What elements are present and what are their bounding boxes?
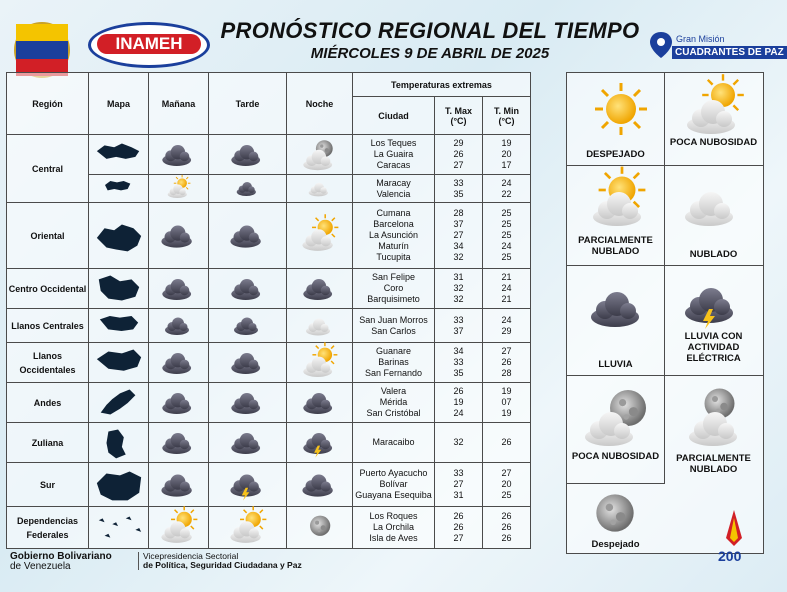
city-list — [353, 175, 435, 203]
region-map-shape — [93, 218, 145, 254]
city-name: Maturín — [378, 241, 409, 251]
forecast-cell — [287, 507, 353, 549]
tmin-value: 26 — [501, 357, 512, 367]
city-name: Caracas — [376, 160, 411, 170]
inameh-logo: INAMEH — [88, 22, 210, 68]
tmin-value: 25 — [501, 490, 512, 500]
tmax-value: 32 — [453, 437, 464, 447]
tmax-value: 26 — [453, 386, 464, 396]
tmax-list — [435, 175, 483, 203]
header-map: Mapa — [89, 73, 149, 135]
tmax-value: 37 — [453, 325, 464, 336]
forecast-cell — [209, 507, 287, 549]
legend-noche-parcialmente-nublado: PARCIALMENTE NUBLADO — [676, 453, 751, 475]
region-name: Zuliana — [7, 423, 89, 463]
tmax-value: 33 — [453, 177, 464, 188]
city-list — [353, 383, 435, 423]
tmin-list — [483, 343, 531, 383]
legend-despejado: DESPEJADO — [586, 149, 645, 160]
tmin-list — [483, 423, 531, 463]
forecast-cell — [287, 343, 353, 383]
region-name: Sur — [7, 463, 89, 507]
rain-cloud-icon — [224, 344, 271, 380]
moon-icon — [295, 508, 344, 546]
city-name: San Cristóbal — [366, 408, 421, 418]
city-name: San Carlos — [371, 325, 416, 336]
forecast-cell — [149, 423, 209, 463]
gran-mision-logo: Gran Misión CUADRANTES DE PAZ — [648, 24, 760, 68]
city-name: Barcelona — [373, 219, 414, 229]
region-map-shape — [93, 385, 145, 421]
region-name: Llanos Occidentales — [7, 343, 89, 383]
few-clouds-icon — [681, 77, 747, 137]
city-name: Barquisimeto — [367, 294, 420, 304]
region-map — [89, 269, 149, 309]
city-name: Cumana — [376, 208, 411, 218]
tmax-value: 24 — [453, 408, 464, 418]
rain-cloud-icon — [223, 216, 272, 254]
city-name: San Juan Morros — [359, 314, 428, 325]
region-map-shape — [93, 311, 145, 341]
partly-cloudy-icon — [295, 216, 344, 254]
city-list — [353, 463, 435, 507]
region-map — [89, 463, 149, 507]
table-row — [7, 423, 531, 463]
rain-cloud-icon — [295, 465, 344, 503]
region-map-shape — [93, 345, 145, 381]
partly-cloudy-icon — [163, 176, 194, 200]
tmax-list — [435, 269, 483, 309]
tmax-value: 31 — [453, 490, 464, 500]
legend-nublado: NUBLADO — [689, 249, 738, 260]
tmin-value: 27 — [501, 346, 512, 356]
forecast-cell — [209, 423, 287, 463]
tmin-value: 25 — [501, 230, 512, 240]
forecast-cell — [149, 203, 209, 269]
tmax-value: 27 — [453, 479, 464, 489]
table-row — [7, 383, 531, 423]
region-map — [89, 507, 149, 549]
region-map-shape — [93, 467, 145, 503]
tmax-value: 37 — [453, 219, 464, 229]
page-date: MIÉRCOLES 9 DE ABRIL DE 2025 — [310, 45, 550, 62]
night-cloud-icon — [296, 136, 343, 172]
city-name: Valencia — [376, 188, 411, 199]
tmax-value: 26 — [453, 511, 464, 521]
rain-cloud-icon — [155, 270, 202, 306]
city-name: Puerto Ayacucho — [359, 468, 428, 478]
tmin-value: 24 — [501, 314, 512, 325]
tmin-value: 24 — [501, 177, 512, 188]
city-name: Mérida — [379, 397, 408, 407]
tmax-list — [435, 135, 483, 175]
legend-lluvia-electrica: LLUVIA CON ACTIVIDAD ELÉCTRICA — [684, 331, 743, 364]
forecast-cell — [287, 463, 353, 507]
tmax-value: 33 — [453, 468, 464, 478]
forecast-cell — [209, 463, 287, 507]
forecast-cell — [149, 309, 209, 343]
tmax-value: 27 — [453, 230, 464, 240]
tmax-value: 26 — [453, 522, 464, 532]
table-row — [7, 203, 531, 269]
tmax-list — [435, 383, 483, 423]
region-map — [89, 203, 149, 269]
region-map-shape — [93, 177, 145, 201]
legend-noche-poca-nubosidad: POCA NUBOSIDAD — [571, 451, 660, 462]
table-row — [7, 463, 531, 507]
tmin-value: 28 — [501, 368, 512, 378]
city-name: La Orchila — [372, 522, 415, 532]
tmin-list — [483, 507, 531, 549]
thunderstorm-icon — [223, 465, 272, 503]
tmin-value: 26 — [501, 437, 512, 447]
city-name: San Fernando — [364, 368, 423, 378]
forecast-cell — [149, 507, 209, 549]
tmax-value: 28 — [453, 208, 464, 218]
tmin-list — [483, 463, 531, 507]
thunderstorm-icon — [679, 273, 745, 333]
region-map — [89, 383, 149, 423]
forecast-cell — [149, 175, 209, 203]
tmax-list — [435, 343, 483, 383]
legend-poca-nubosidad: POCA NUBOSIDAD — [669, 137, 758, 148]
region-name: Oriental — [7, 203, 89, 269]
forecast-cell — [149, 383, 209, 423]
tmax-list — [435, 463, 483, 507]
city-list — [353, 135, 435, 175]
region-map-shape — [93, 137, 145, 173]
forecast-cell — [287, 383, 353, 423]
city-name: Los Roques — [369, 511, 418, 521]
tmin-value: 26 — [501, 511, 512, 521]
tmin-list — [483, 383, 531, 423]
city-name: La Asunción — [368, 230, 419, 240]
tmin-value: 19 — [501, 138, 512, 148]
sunny-icon — [591, 79, 651, 139]
page-title: PRONÓSTICO REGIONAL DEL TIEMPO — [220, 18, 640, 43]
table-row — [7, 269, 531, 309]
region-map — [89, 423, 149, 463]
tmin-list — [483, 269, 531, 309]
region-map-shape — [93, 510, 145, 546]
header-tmax: T. Max (°C) — [435, 97, 483, 135]
table-row — [7, 507, 531, 549]
forecast-cell — [209, 383, 287, 423]
legend-noche-despejado: Despejado — [591, 539, 640, 550]
forecast-cell — [287, 135, 353, 175]
tmin-value: 19 — [501, 408, 512, 418]
header-city: Ciudad — [353, 97, 435, 135]
tmin-value: 26 — [501, 522, 512, 532]
rain-cloud-icon — [155, 344, 202, 380]
tmin-value: 22 — [501, 188, 512, 199]
rain-cloud-icon — [228, 310, 267, 340]
forecast-cell — [149, 343, 209, 383]
tmin-list — [483, 203, 531, 269]
rain-cloud-icon — [296, 384, 343, 420]
city-name: Maracaibo — [372, 437, 415, 447]
header-region: Región — [7, 73, 89, 135]
city-list — [353, 343, 435, 383]
tmin-value: 25 — [501, 252, 512, 262]
partly-cloudy-icon — [223, 508, 272, 546]
thunderstorm-icon — [296, 424, 343, 460]
forecast-cell — [149, 269, 209, 309]
tmax-value: 35 — [453, 188, 464, 199]
tmin-value: 17 — [501, 160, 512, 170]
city-name: Guayana Esequiba — [355, 490, 432, 500]
forecast-cell — [209, 343, 287, 383]
tmax-list — [435, 203, 483, 269]
forecast-cell — [209, 203, 287, 269]
forecast-cell — [287, 423, 353, 463]
region-map — [89, 175, 149, 203]
city-list — [353, 507, 435, 549]
tmin-value: 07 — [501, 397, 512, 407]
tmin-value: 20 — [501, 479, 512, 489]
region-map — [89, 343, 149, 383]
tmax-value: 29 — [453, 138, 464, 148]
city-name: Guanare — [375, 346, 412, 356]
forecast-cell — [287, 269, 353, 309]
region-name: Central — [7, 135, 89, 203]
tmax-value: 19 — [453, 397, 464, 407]
forecast-cell — [209, 135, 287, 175]
city-list — [353, 309, 435, 343]
rain-cloud-icon — [155, 424, 202, 460]
rain-cloud-icon — [155, 384, 202, 420]
rain-cloud-icon — [154, 216, 203, 254]
partly-cloudy-icon — [154, 508, 203, 546]
partly-cloudy-icon — [581, 169, 653, 229]
tmax-value: 34 — [453, 241, 464, 251]
city-name: Isla de Aves — [369, 533, 418, 543]
tmin-list — [483, 175, 531, 203]
cloudy-icon — [679, 175, 745, 235]
tmin-value: 21 — [501, 294, 512, 304]
header-afternoon: Tarde — [209, 73, 287, 135]
legend-parcialmente-nublado: PARCIALMENTE NUBLADO — [578, 235, 653, 257]
tmin-value: 25 — [501, 208, 512, 218]
rain-cloud-icon — [296, 270, 343, 306]
tmin-value: 19 — [501, 386, 512, 396]
location-pin-icon — [648, 30, 674, 60]
rain-cloud-icon — [154, 465, 203, 503]
region-map-shape — [93, 271, 145, 307]
partly-cloudy-icon — [296, 344, 343, 380]
tmax-value: 35 — [453, 368, 464, 378]
city-list — [353, 203, 435, 269]
night-few-clouds-icon — [579, 383, 655, 447]
city-name: Maracay — [376, 177, 411, 188]
night-partly-cloudy-icon — [679, 385, 751, 445]
city-name: Bolívar — [379, 479, 408, 489]
region-map — [89, 309, 149, 343]
tmax-value: 27 — [453, 160, 464, 170]
rain-cloud-icon — [224, 424, 271, 460]
tmax-value: 33 — [453, 314, 464, 325]
legend-lluvia: LLUVIA — [598, 359, 633, 370]
tmin-value: 20 — [501, 149, 512, 159]
tmin-value: 24 — [501, 241, 512, 251]
tmax-list — [435, 309, 483, 343]
cloud-icon — [304, 176, 335, 200]
forecast-cell — [209, 175, 287, 203]
forecast-cell — [287, 175, 353, 203]
tmin-value: 26 — [501, 533, 512, 543]
cloud-icon — [300, 310, 339, 340]
vicepresidencia-text: Vicepresidencia Sectorial de Política, Seguridad Ciudadana y Paz — [138, 552, 302, 570]
rain-cloud-icon — [232, 176, 263, 200]
tmin-value: 29 — [501, 325, 512, 336]
rain-icon — [585, 277, 651, 337]
city-name: Barinas — [378, 357, 409, 367]
header-night: Noche — [287, 73, 353, 135]
city-name: San Felipe — [371, 272, 416, 282]
venezuela-seal-logo — [14, 22, 70, 78]
forecast-cell — [287, 309, 353, 343]
tmax-value: 32 — [453, 283, 464, 293]
header-temperatures: Temperaturas extremas — [353, 73, 531, 97]
tmax-list — [435, 423, 483, 463]
rain-cloud-icon — [224, 270, 271, 306]
region-name: Centro Occidental — [7, 269, 89, 309]
city-name: Coro — [383, 283, 404, 293]
table-row — [7, 309, 531, 343]
header-tmin: T. Min (°C) — [483, 97, 531, 135]
night-clear-icon — [587, 485, 643, 541]
tmax-value: 26 — [453, 149, 464, 159]
forecast-cell — [209, 269, 287, 309]
table-row — [7, 343, 531, 383]
tmin-list — [483, 135, 531, 175]
rain-cloud-icon — [224, 384, 271, 420]
region-map — [89, 135, 149, 175]
forecast-cell — [209, 309, 287, 343]
rain-cloud-icon — [155, 136, 202, 172]
tmin-value: 27 — [501, 468, 512, 478]
rain-cloud-icon — [224, 136, 271, 172]
tmin-value: 24 — [501, 283, 512, 293]
forecast-cell — [149, 135, 209, 175]
region-name: Andes — [7, 383, 89, 423]
tmax-value: 32 — [453, 252, 464, 262]
city-list — [353, 269, 435, 309]
tmax-value: 34 — [453, 346, 464, 356]
bicentennial-seal-logo: 200 — [714, 508, 754, 584]
tmax-value: 33 — [453, 357, 464, 367]
region-map-shape — [93, 425, 145, 461]
region-name: Llanos Centrales — [7, 309, 89, 343]
weather-legend — [566, 72, 764, 554]
tmax-value: 31 — [453, 272, 464, 282]
tmax-value: 32 — [453, 294, 464, 304]
city-name: Tucupita — [376, 252, 411, 262]
forecast-table — [6, 72, 531, 549]
city-name: Los Teques — [370, 138, 417, 148]
city-name: La Guaira — [373, 149, 414, 159]
tmax-list — [435, 507, 483, 549]
rain-cloud-icon — [159, 310, 198, 340]
table-row — [7, 135, 531, 175]
city-list — [353, 423, 435, 463]
tmin-value: 25 — [501, 219, 512, 229]
header-morning: Mañana — [149, 73, 209, 135]
tmax-value: 27 — [453, 533, 464, 543]
region-name: Dependencias Federales — [7, 507, 89, 549]
tmin-value: 21 — [501, 272, 512, 282]
tmin-list — [483, 309, 531, 343]
forecast-cell — [149, 463, 209, 507]
forecast-cell — [287, 203, 353, 269]
city-name: Valera — [380, 386, 407, 396]
gobierno-logo: Gobierno Bolivariano de Venezuela — [10, 551, 112, 572]
